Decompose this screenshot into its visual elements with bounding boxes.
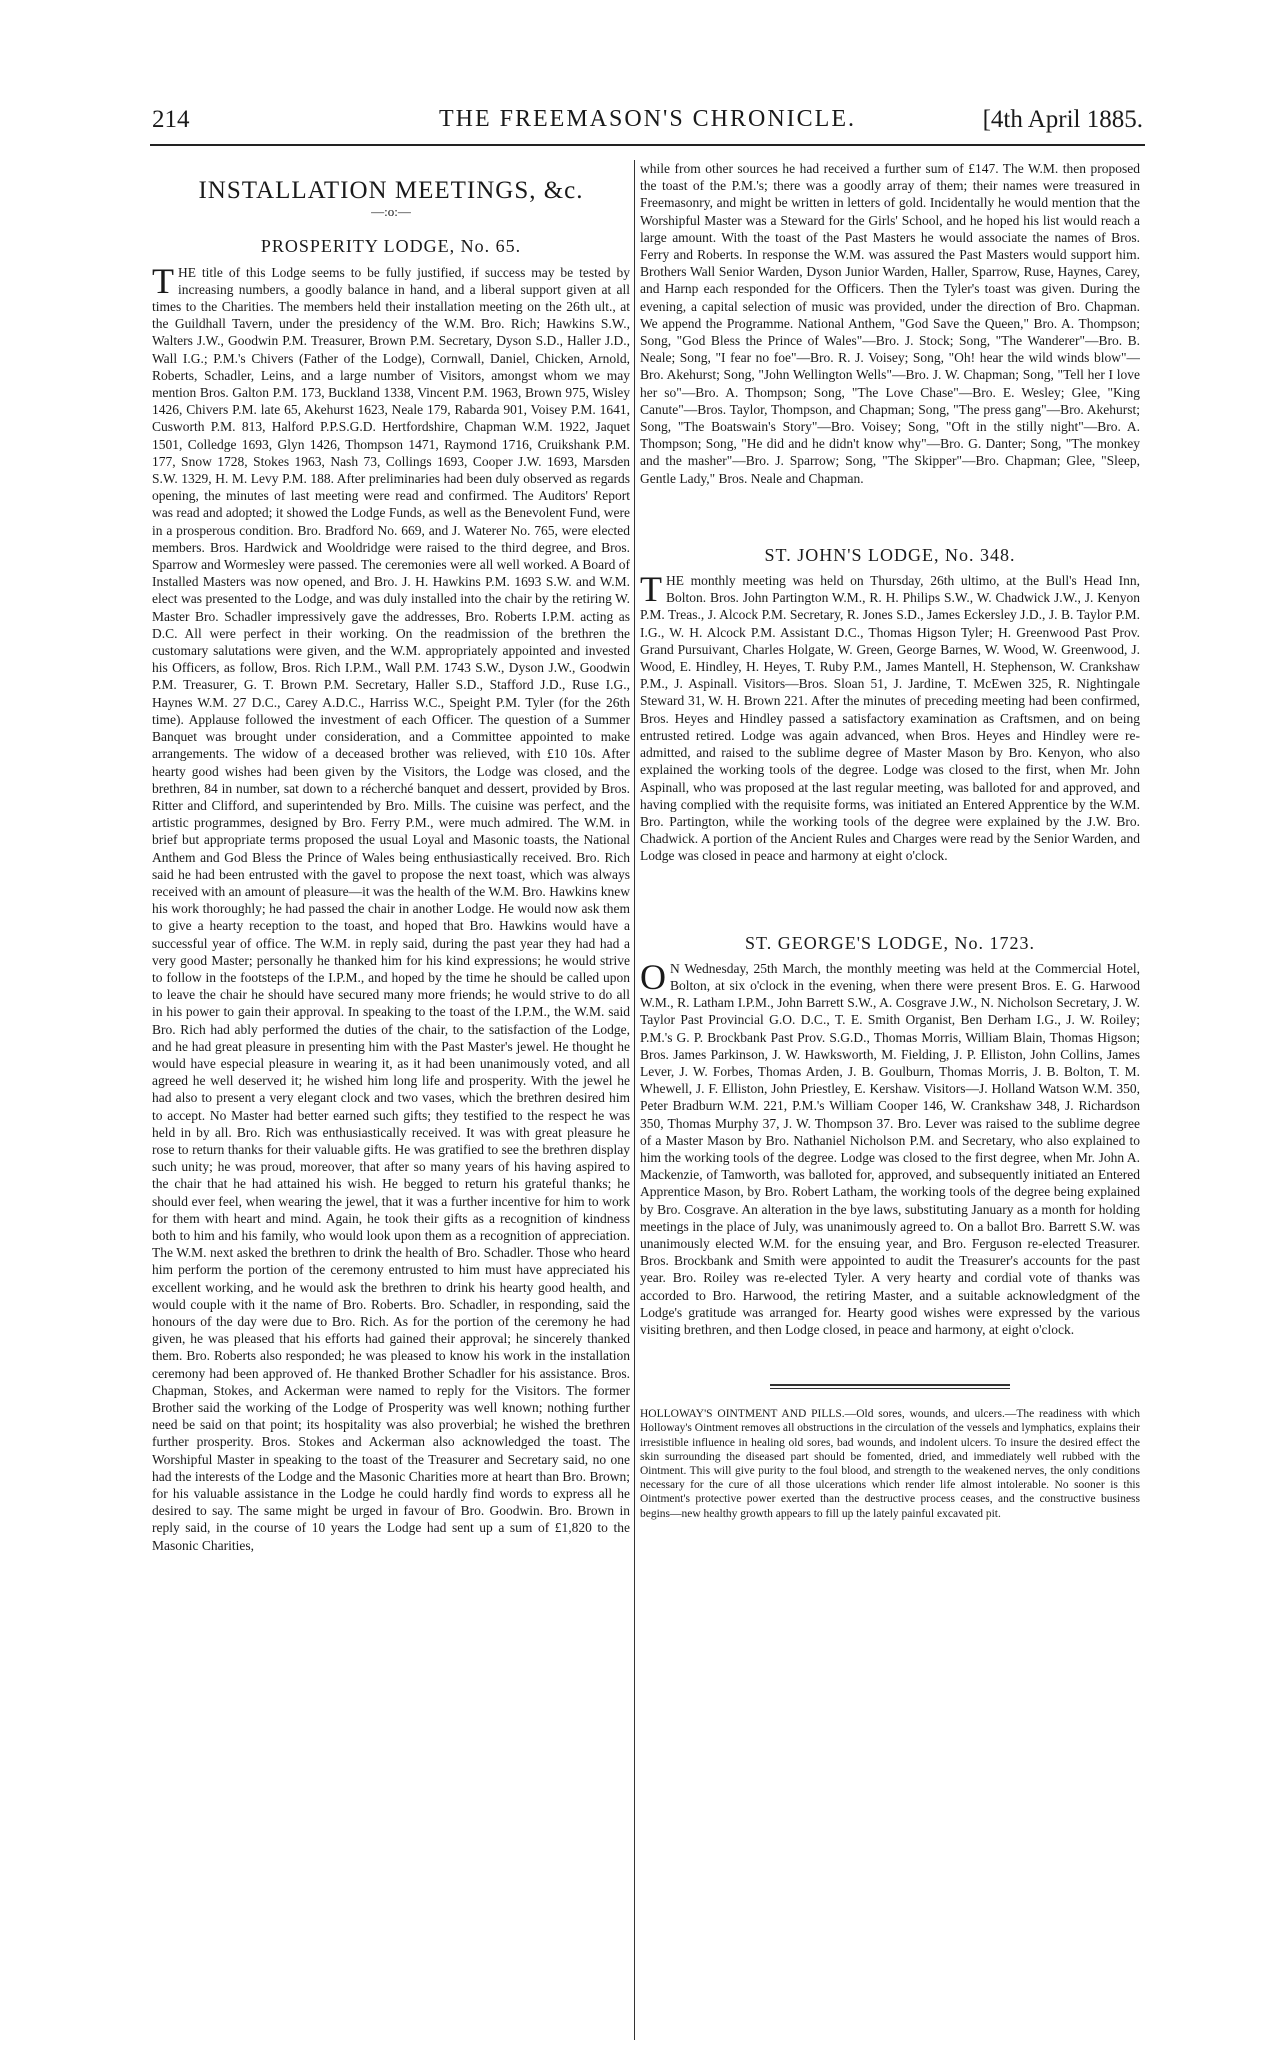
spacer bbox=[640, 865, 1140, 935]
issue-date: [4th April 1885. bbox=[982, 106, 1143, 133]
publication-title: THE FREEMASON'S CHRONICLE. bbox=[438, 106, 856, 132]
right-column bbox=[640, 160, 1140, 2040]
section-title: INSTALLATION MEETINGS, &c. bbox=[198, 177, 584, 204]
st-georges-lodge-report: ON Wednesday, 25th March, the monthly meeting was held at the Commercial Hotel, Bolton, at six o'clock in the evening, when there were present Bros. E. G. Harwood W.M., R. Latham I.P.M., John Barrett S.W., A. Cosgrave J.W., N. Nicholson Secretary, J. W. Taylor Past Provincial G.O. D.C., T. E. Smith Organist, Ben Derham I.G., J. W. Roiley; P.M.'s G. P. Brockbank Past Prov. S.G.D., Thomas Morris, William Blain, Thomas Higson; Bros. James Parkinson, J. W. Hawksworth, M. Fielding, J. P. Elliston, John Collins, James Lever, J. W. Forbes, Thomas Arden, J. B. Goulburn, Thomas Morris, J. B. Bolton, T. M. Whewell, J. F. Elliston, John Priestley, E. Kershaw. Visitors—J. Holland Watson W.M. 350, Peter Bradburn W.M. 221, P.M.'s William Cooper 146, W. Crankshaw 348, J. Richardson 350, Thomas Murphy 37, J. W. Thompson 37. Bro. Lever was raised to the sublime degree of a Master Mason by Bro. Nathaniel Nicholson P.M. and Secretary, who also explained to him the working tools of the degree. Lodge was closed to the first degree, when Mr. John A. Mackenzie, of Tamworth, was balloted for, approved, and subsequently initiated an Entered Apprentice Mason, by Bro. Robert Latham, the working tools of the degree being explained by Bro. Cosgrave. An alteration in the bye laws, substituting January as a month for holding meetings in the place of July, was unanimously agreed to. On a ballot Bro. Barrett S.W. was unanimously elected W.M. for the ensuing year, and Bro. Ferguson re-elected Treasurer. Bros. Brockbank and Smith were appointed to audit the Treasurer's accounts for the past year. Bro. Roiley was re-elected Tyler. A very hearty and cordial vote of thanks was accorded to Bro. Harwood, the retiring Master, and a suitable acknowledgment of the Lodge's gratitude was arranged for. Hearty good wishes were expressed by the various visiting brethren, and then Lodge closed, in peace and harmony, at eight o'clock. bbox=[640, 956, 1140, 1337]
prosperity-lodge-report-continued: while from other sources he had received a further sum of £147. The W.M. then proposed the toast of the P.M.'s; there was a goodly array of them; their names were treasured in Freemasonry, and might be written in letters of gold. Incidentally he would mention that the Worshipful Master was a Steward for the Girls' School, and he hoped his list would reach a large amount. With the toast of the Past Masters he would associate the names of Bros. Ferry and Roberts. In response the W.M. was assured the Past Masters would support him. Brothers Wall Senior Warden, Dyson Junior Warden, Haller, Sparrow, Ruse, Haynes, Carey, and Harnp each responded for the Officers. Then the Tyler's toast was given. During the evening, a capital selection of music was provided, under the direction of Bro. Chapman. We append the Programme. National Anthem, "God Save the Queen," Bro. A. Thompson; Song, "God Bless the Prince of Wales"—Bro. J. Stock; Song, "The Wanderer"—Bro. B. Neale; Song, "I fear no foe"—Bro. R. J. Voisey; Song, "Oh! hear the wild winds blow"—Bro. Akehurst; Song, "John Wellington Wells"—Bro. J. W. Chapman; Song, "Tell her I love her so"—Bro. A. Thompson; Song, "The Love Chase"—Bro. E. Wesley; Glee, "King Canute"—Bros. Taylor, Thompson, and Chapman; Song, "The press gang"—Bro. Akehurst; Song, "The Boatswain's Story"—Bro. Voisey; Song, "Oft in the stilly night"—Bro. A. Thompson; Song, "He did and he didn't know why"—Bro. G. Danter; Song, "The monkey and the masher"—Bro. J. Sparrow; Song, "The Skipper"—Bro. Chapman; Glee, "Sleep, Gentle Lady," Bros. Neale and Chapman. bbox=[640, 161, 1140, 486]
advert-lead: HOLLOWAY'S OINTMENT AND PILLS. bbox=[640, 1408, 845, 1421]
spacer bbox=[640, 487, 1140, 547]
advert-rule-top bbox=[770, 1384, 1010, 1386]
holloway-advert bbox=[640, 1407, 1140, 1521]
prosperity-lodge-title: PROSPERITY LODGE, No. 65. bbox=[260, 236, 522, 257]
st-johns-lodge-report: THE monthly meeting was held on Thursday, 26th ultimo, at the Bull's Head Inn, Bolton. Bros. John Partington W.M., R. H. Philips S.W., W. Chadwick J.W., J. Kenyon P.M. Treas., J. Alcock P.M. Secretary, R. Jones S.D., James Eckersley J.D., J. B. Taylor P.M. I.G., W. H. Alcock P.M. Assistant D.C., Thomas Higson Tyler; H. Greenwood Past Prov. Grand Pursuivant, Charles Holgate, W. Green, George Barnes, W. Wood, W. Greenwood, J. Wood, E. Hindley, H. Heyes, T. Ruby P.M., James Mantell, H. Stephenson, W. Crankshaw P.M., J. Aspinall. Visitors—Bros. Sloan 51, J. Jardine, T. McEwen 325, R. Nightingale Steward 31, W. H. Brown 221. After the minutes of preceding meeting had been confirmed, Bros. Heyes and Hindley passed a satisfactory examination as Craftsmen, and on being entrusted retired. Lodge was again advanced, when Bros. Heyes and Hindley were re-admitted, and raised to the sublime degree of Master Mason by Bro. Kenyon, who also explained the working tools of the degree. Lodge was closed to the first, when Mr. John Aspinall, who was proposed at the last regular meeting, was balloted for and approved, and having complied with the requisite forms, was initiated an Entered Apprentice by the W.M. Bro. Partington, while the working tools of the degree were explained by the J.W. Bro. Chadwick. A portion of the Ancient Rules and Charges were read by the Senior Warden, and Lodge was closed in peace and harmony at eight o'clock. bbox=[640, 569, 1140, 864]
column-divider bbox=[634, 160, 635, 2040]
page-header bbox=[150, 104, 1145, 146]
st-johns-lodge-title: ST. JOHN'S LODGE, No. 348. bbox=[764, 544, 1016, 565]
advert-rule-bottom bbox=[770, 1388, 1010, 1389]
page-number: 214 bbox=[152, 106, 190, 133]
section-separator: —:o:— bbox=[371, 204, 411, 220]
advert-body: —Old sores, wounds, and ulcers.—The readiness with which Holloway's Ointment removes all obstructions in the circulation of the vessels and lymphatics, explains their irresistible influence in healing old sores, bad wounds, and indolent ulcers. To insure the desired effect the skin surrounding the diseased part should be fomented, dried, and immediately well rubbed with the Ointment. This will give purity to the foul blood, and strength to the weakened nerves, the only conditions necessary for the cure of all those ulcerations which render life almost intolerable. No sooner is this Ointment's protective power exerted than the destructive process ceases, and the constructive business begins—new healthy growth appears to fill up the lately painful excavated pit. bbox=[640, 1408, 1140, 1520]
prosperity-lodge-report: THE title of this Lodge seems to be fully justified, if success may be tested by increasing numbers, a goodly balance in hand, and a liberal support given at all times to the Charities. The members held their installation meeting on the 26th ult., at the Guildhall Tavern, under the presidency of the W.M. Bro. Rich; Hawkins S.W., Walters J.W., Goodwin P.M. Treasurer, Brown P.M. Secretary, Dyson S.D., Haller J.D., Wall I.G.; P.M.'s Chivers (Father of the Lodge), Cornwall, Daniel, Chicken, Arnold, Roberts, Schadler, Leins, and a large number of Visitors, amongst whom we may mention Bros. Galton P.M. 173, Buckland 1338, Vincent P.M. 1963, Brown 975, Wisley 1426, Chivers P.M. late 65, Akehurst 1623, Neale 179, Rabarda 901, Voisey P.M. 1641, Cusworth P.M. 813, Halford P.P.S.G.D. Hertfordshire, Chapman W.M. 1922, Jaquet 1501, Colledge 1693, Glyn 1426, Thompson 1471, Raymond 1716, Cruikshank P.M. 177, Snow 1728, Stokes 1963, Nash 73, Collings 1693, Cooper J.W. 1693, Marsden S.W. 1329, H. M. Levy P.M. 188. After preliminaries had been duly observed as regards opening, the minutes of last meeting were read and confirmed. The Auditors' Report was read and adopted; it showed the Lodge Funds, as well as the Benevolent Fund, were in a prosperous condition. Bro. Bradford No. 669, and J. Waterer No. 765, were elected members. Bros. Hardwick and Wooldridge were raised to the third degree, and Bros. Sparrow and Wormesley were passed. The ceremonies were all well worked. A Board of Installed Masters was now opened, and Bro. J. H. Hawkins P.M. 1693 S.W. and W.M. elect was presented to the Lodge, and was duly installed into the chair by the retiring W. Master Bro. Schadler impressively gave the addresses, Bro. Roberts I.P.M. acting as D.C. All were perfect in their working. On the readmission of the brethren the customary salutations were given, and the W.M. appropriately appointed and invested his Officers, as follow, Bros. Rich I.P.M., Wall P.M. 1743 S.W., Dyson J.W., Goodwin P.M. Treasurer, G. T. Brown P.M. Secretary, Haller S.D., Stafford J.D., Ruse I.G., Haynes W.M. 27 D.C., Carey A.D.C., Harriss W.C., Speight P.M. Tyler (for the 26th time). Applause followed the investment of each Officer. The question of a Summer Banquet was brought under consideration, and a Committee appointed to make arrangements. The widow of a deceased brother was relieved, with £10 10s. After hearty good wishes had been given by the Visitors, the Lodge was closed, and the brethren, 84 in number, sat down to a récherché banquet and dessert, provided by Bros. Ritter and Clifford, and superintended by Bro. Mills. The cuisine was perfect, and the artistic programmes, designed by Bro. Ferry P.M., were much admired. The W.M. in brief but appropriate terms proposed the usual Loyal and Masonic toasts, the National Anthem and God Bless the Prince of Wales being enthusiastically received. Bro. Rich said he had been entrusted with the gavel to propose the next toast, which was always received with an amount of pleasure—it was the health of the W.M. Bro. Hawkins knew his work thoroughly; he had passed the chair in another Lodge. He would now ask them to give a hearty reception to the toast, and hoped that Bro. Hawkins would have a successful year of office. The W.M. in reply said, during the past year they had had a very good Master; personally he thanked him for his kind expressions; he would strive to follow in the footsteps of the I.P.M., and hoped by the time he should be called upon to leave the chair he should have secured many more friends; he would strive to do all in his power to gain their approval. In speaking to the toast of the I.P.M., the W.M. said Bro. Rich had ably performed the duties of the chair, to the satisfaction of the Lodge, and he had great pleasure in presenting him with the Past Master's jewel. He thought he would have especial pleasure in wearing it, as it had been unanimously voted, and all agreed he well deserved it; he wished him long life and prosperity. With the jewel he had also to present a very elegant clock and two vases, which the brethren desired him to accept. No Master had better earned such gifts; they testified to the respect he was held in by all. Bro. Rich was enthusiastically received. It was with great pleasure he rose to return thanks for their valuable gifts. He was gratified to see the brethren display such unity; he was proud, moreover, that after so many years of his having aspired to the chair that he had attained his wish. He begged to return his grateful thanks; he should ever feel, when wearing the jewel, that it was a further incentive for him to work for them with heart and mind. Again, he took their gifts as a recognition of kindness both to him and his family, who would look upon them as a recognition of appreciation. The W.M. next asked the brethren to drink the health of Bro. Schadler. Those who heard him perform the portion of the ceremony entrusted to him must have appreciated his excellent working, and he would ask the brethren to drink his hearty good health, and would couple with it the name of Bro. Roberts. Bro. Schadler, in responding, said the honours of the day were due to Bro. Rich. As for the portion of the ceremony he had given, he was pleased that his efforts had gained their approval; he sincerely thanked them. Bro. Roberts also responded; he was pleased to know his work in the installation ceremony had been approved of. He thanked Brother Schadler for his assistance. Bros. Chapman, Stokes, and Ackerman were named to reply for the Visitors. The former Brother said the working of the Lodge of Prosperity was well known; nothing further need be said on that point; its hospitality was also proverbial; he wished the brethren further prosperity. Bros. Stokes and Ackerman also acknowledged the toast. The Worshipful Master in speaking to the toast of the Treasurer and Secretary said, no one had the interests of the Lodge and the Masonic Charities more at heart than Bro. Brown; for his valuable assistance in the Lodge he could hardly find words to express all he desired to say. The same might be urged in favour of Bro. Goodwin. Bro. Brown in reply said, in the course of 10 years the Lodge had sent up a sum of £1,820 to the Masonic Charities, bbox=[152, 260, 630, 1553]
st-georges-lodge-title: ST. GEORGE'S LODGE, No. 1723. bbox=[745, 932, 1035, 953]
left-column bbox=[152, 160, 630, 2040]
